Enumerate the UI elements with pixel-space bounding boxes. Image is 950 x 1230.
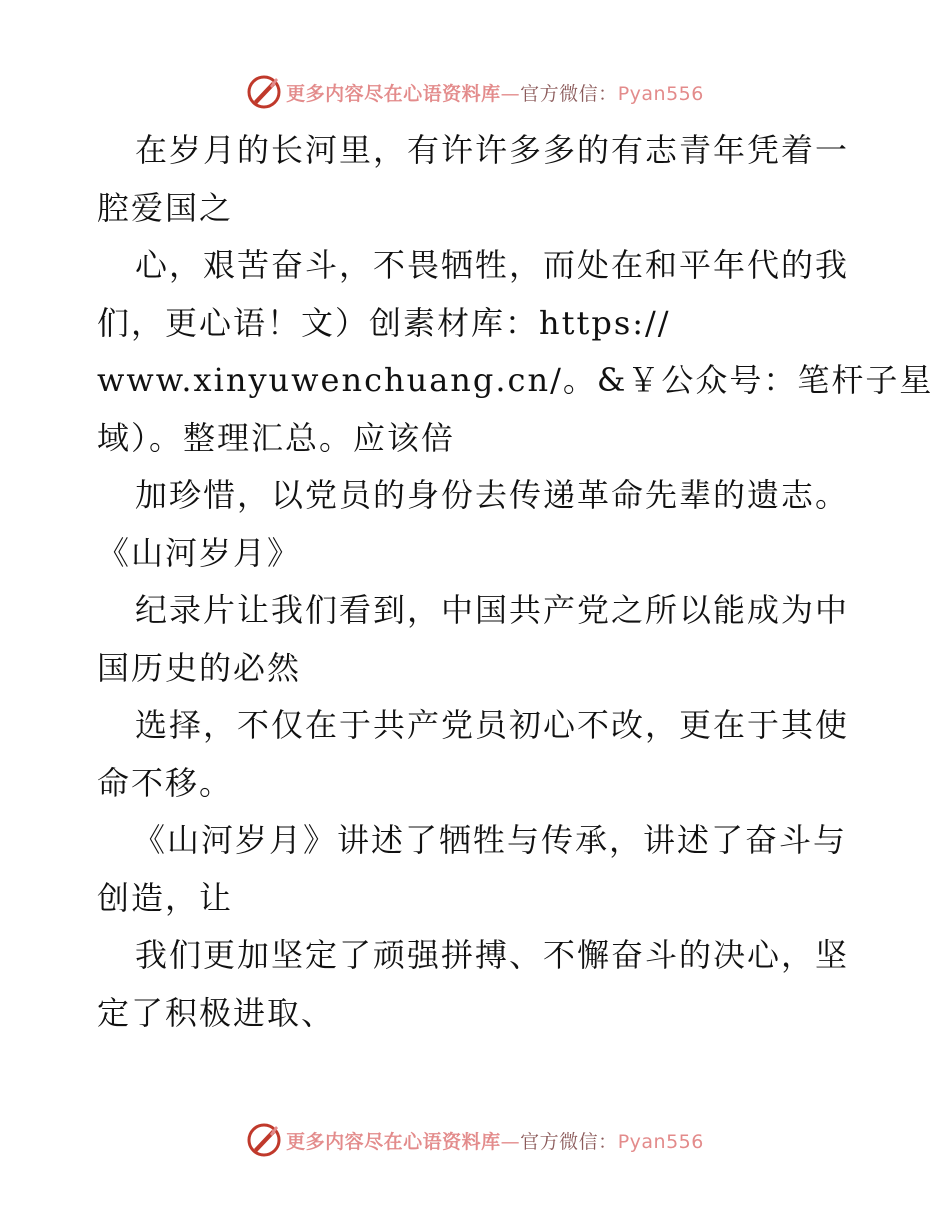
banner-dash: — [500,82,521,105]
body-line: 域）。整理汇总。应该倍 [97,418,456,457]
body-line: 《山河岁月》讲述了牺牲与传承，讲述了奋斗与 [133,821,848,859]
body-line: 腔爱国之 [97,188,234,227]
quill-logo-icon [246,74,282,110]
footer-banner [0,1120,950,1160]
body-line: 定了积极进取、 [97,993,336,1032]
quill-logo-icon [246,1122,282,1158]
body-line: 选择，不仅在于共产党员初心不改，更在于其使 [135,706,850,744]
body-line: 心，艰苦奋斗，不畏牺牲，而处在和平年代的我 [135,246,850,284]
banner-wechat-id: Pyan556 [617,1130,704,1153]
header-banner-text [286,79,704,106]
body-line: 国历史的必然 [97,648,302,687]
body-line: 们，更心语！文）创素材库：https:// [97,303,671,342]
body-line: 《山河岁月》 [97,533,302,572]
body-line: 命不移。 [97,763,234,802]
header-banner [0,72,950,112]
banner-title: 更多内容尽在心语资料库 [286,82,501,105]
body-line: www.xinyuwenchuang.cn/。&￥公众号：笔杆子星 [97,361,934,399]
banner-title: 更多内容尽在心语资料库 [286,1130,501,1153]
body-line: 我们更加坚定了顽强拼搏、不懈奋斗的决心，坚 [135,936,850,974]
document-body [97,122,934,1042]
banner-wechat-label: 官方微信： [520,82,618,105]
footer-banner-text [286,1127,704,1154]
body-line: 加珍惜，以党员的身份去传递革命先辈的遗志。 [135,476,850,514]
body-line: 创造，让 [97,878,234,917]
banner-wechat-id: Pyan556 [617,82,704,105]
banner-wechat-label: 官方微信： [520,1130,618,1153]
body-line: 纪录片让我们看到，中国共产党之所以能成为中 [135,591,850,629]
banner-dash: — [500,1130,521,1153]
body-line: 在岁月的长河里，有许许多多的有志青年凭着一 [135,131,850,169]
